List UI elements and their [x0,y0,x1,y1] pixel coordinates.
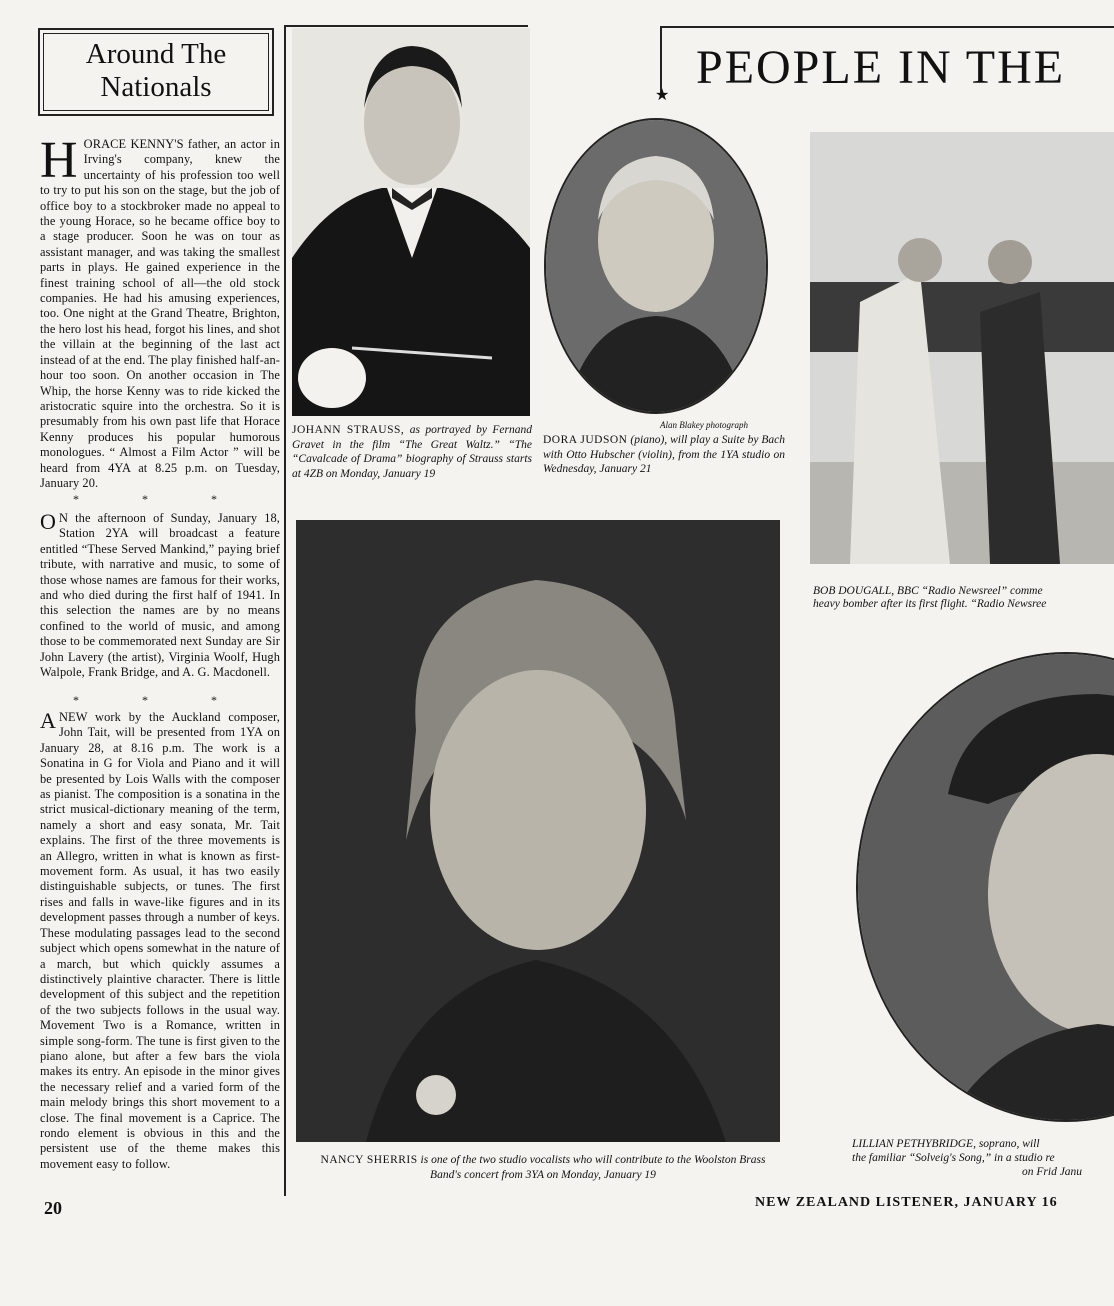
column-heading-line2: Nationals [100,71,212,103]
headline-rule-left [660,26,662,96]
photo-credit: Alan Blakey photograph [660,420,748,430]
column-heading [40,38,272,104]
caption-nancy-sherris [304,1153,782,1183]
caption-lead: NANCY SHERRIS [320,1154,418,1166]
dropcap: H [40,132,78,189]
caption-line: heavy bomber after its first flight. “Radio Newsree [813,598,1047,610]
caption-text: as portrayed by Fernand Gravet in the film “The Great Waltz.” “The “Cavalcade of Drama” biography of Strauss starts at 4ZB on Monday, January 19 [292,424,533,480]
caption-line: LILLIAN PETHYBRIDGE, soprano, will [852,1138,1040,1150]
paragraph-text: N the afternoon of Sunday, January 18, Station 2YA will broadcast a feature entitled “These Served Mankind,” paying brief tribute, with narrative and music, to some of those whose names are famous for their works, and who died during the first half of 1941. In this selection the names are by no means confined to the world of music, and among those to be commemorated next Sunday are Sir John Lavery (the artist), Virginia Woolf, Hugh Walpole, Frank Bridge, and A. G. Macdonell. [40,511,280,680]
headline: PEOPLE IN THE [696,41,1066,94]
paragraph-text: ORACE KENNY'S father, an actor in Irving's company, knew the uncertainty of his profession too well to try to put his son on the stage, but the job of office boy to a stockbroker made no appeal to the young Horace, so he became office boy to a stage producer. Soon he was on tour as assistant manager, and was taking the smallest parts in plays. He gained experience in the finest training school of all—the old stock companies. He had his amusing experiences, too. One night at the Grand Theatre, Brighton, the hero lost his head, forgot his lines, and shot the villain at the beginning of the last act instead of at the end. The play finished half-an-hour too soon. On another occasion in The Whip, the horse Kenny was to ride kicked the aristocratic squire into the orchestra. So it is presumably from his own past life that Horace Kenny produces his popular humorous monologues. “ Almost a Film Actor ” will be heard from 4YA at 8.25 p.m. on Tuesday, January 20. [40,137,280,490]
caption-dora-judson [543,433,785,489]
dropcap: A [40,708,56,733]
page-number: 20 [44,1198,62,1218]
caption-lillian-pethybridge [852,1137,1114,1181]
publication-line: NEW ZEALAND LISTENER, JANUARY 16 [755,1195,1058,1210]
caption-text: is one of the two studio vocalists who will contribute to the Woolston Brass Band's concert from 3YA on Monday, January 19 [420,1154,766,1181]
photo-nancy-sherris [296,520,780,1142]
caption-text: (piano), will play a Suite by Bach with Otto Hubscher (violin), from the 1YA studio on Wednesday, January 21 [543,434,786,476]
separator: * * * [73,492,247,506]
caption-line: on Frid Janu [1022,1166,1083,1178]
caption-lead: DORA JUDSON [543,434,628,446]
caption-johann-strauss [292,423,532,489]
headline-rule-top [660,26,1114,28]
paragraph-these-served-mankind [40,511,280,689]
separator: * * * [73,693,247,707]
caption-lead: JOHANN STRAUSS, [292,424,405,436]
photo-dora-judson [544,118,768,414]
top-rule [284,25,528,27]
paragraph-horace-kenny [40,132,280,490]
photo-lillian-pethybridge [856,652,1114,1122]
column-divider [284,26,286,1196]
column-heading-line1: Around The [85,38,227,70]
paragraph-john-tait [40,710,280,1185]
paragraph-text: NEW work by the Auckland composer, John Tait, will be presented from 1YA on January 28, at 8.16 p.m. The work is a Sonatina in G for Viola and Piano and it will be presented by Lois Walls with the composer as pianist. The composition is a sonatina in the strict musical-dictionary meaning of the term, namely a short and easy sonata, Mr. Tait explains. The first of the three movements is an Allegro, written in what is known as first-movement form. As usual, it has two easily distinguishable subjects, or tunes. The first rises and falls in wave-like figures and in its development passes through a number of keys. These modulating passages lead to the second subject which opens somewhat in the nature of a march, but which quickly assumes a distinctively plaintive character. There is little development of this subject and the repetition of the two subjects follows in the usual way. Movement Two is a Romance, written in simple song-form. The tune is first given to the piano alone, but after a few bars the viola makes its entry. An episode in the minor gives the necessary relief and a varied form of the main melody brings this short movement to a close. The final movement is a Caprice. The rondo element is obvious in this and the persistent use of the theme makes this movement easy to follow. [40,710,280,1171]
caption-line: the familiar “Solveig's Song,” in a studio re [852,1152,1055,1164]
photo-bob-dougall [810,132,1114,564]
caption-bob-dougall [813,585,1114,611]
dropcap: O [40,509,56,534]
star-ornament: ★ [655,87,670,104]
photo-johann-strauss [292,28,530,416]
caption-line: BOB DOUGALL, BBC “Radio Newsreel” comme [813,585,1043,597]
